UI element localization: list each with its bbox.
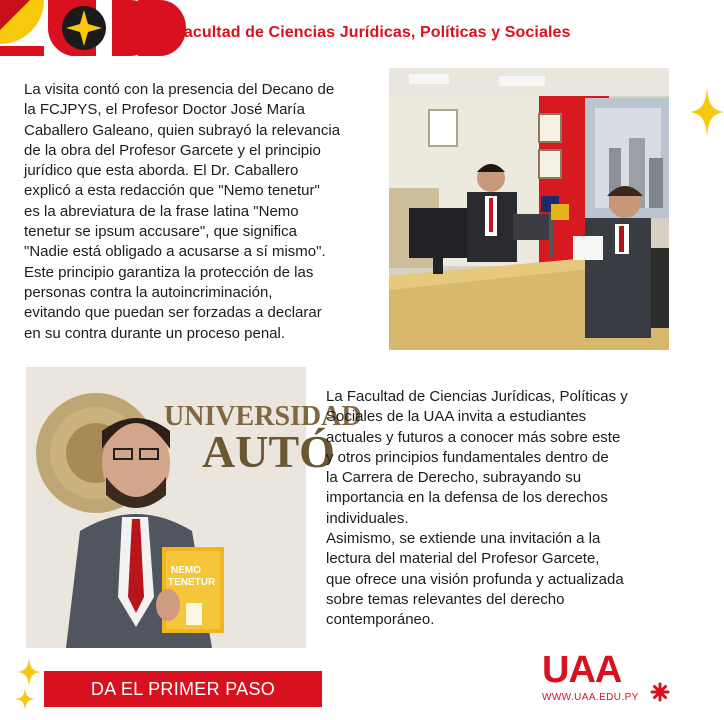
text-line: y otros principios fundamentales dentro de [326, 448, 609, 466]
cta-button[interactable]: DA EL PRIMER PASO [44, 671, 322, 707]
text-line: en su contra durante un proceso penal. [24, 324, 286, 342]
wall-letters-bottom: AUTÓ [202, 426, 335, 477]
sparkle-icon [690, 86, 724, 138]
faculty-title: Facultad de Ciencias Jurídicas, Políticas y Sociales [174, 24, 571, 41]
text-line: sobre temas relevantes del derecho [326, 590, 565, 608]
brand-url-link[interactable]: WWW.UAA.EDU.PY [542, 692, 639, 703]
office-meeting-photo [389, 68, 669, 350]
article-paragraph-2 [326, 387, 698, 631]
text-line: La visita contó con la presencia del Decano de [24, 81, 335, 98]
portrait-photo [26, 367, 362, 648]
book-title-2: TENETUR [168, 577, 216, 588]
text-line: Este principio garantiza la protección de las [24, 263, 314, 281]
text-line: "Nadie está obligado a acusarse a sí mismo". [24, 243, 326, 261]
text-line: la Carrera de Derecho, subrayando su [326, 469, 582, 487]
book-title-1: NEMO [171, 565, 201, 576]
text-line: individuales. [326, 509, 409, 527]
text-line: evitando que puedan ser forzadas a declarar [24, 304, 322, 322]
text-line: contemporáneo. [326, 611, 435, 629]
text-line: personas contra la autoincriminación, [24, 283, 273, 301]
text-line: la FCJPYS, el Profesor Doctor José María [24, 101, 305, 119]
text-line: Caballero Galeano, quien subrayó la relevancia [24, 121, 341, 139]
text-line: es la abreviatura de la frase latina "Nemo [24, 202, 299, 220]
text-line: La Facultad de Ciencias Jurídicas, Políticas y [326, 388, 628, 405]
text-line: lectura del material del Profesor Garcete, [326, 550, 600, 568]
header-logo [0, 0, 166, 56]
text-line: jurídico que esta aborda. El Dr. Caballero [24, 162, 299, 180]
text-line: de la obra del Profesor Garcete y el principio [24, 141, 321, 159]
article-paragraph-1 [24, 80, 382, 344]
sparkle-icon [15, 658, 43, 710]
text-line: explicó a esta redacción que "Nemo tenetur" [24, 182, 320, 200]
compass-star-icon [62, 6, 106, 50]
wall-letters-top: UNIVERSIDAD [164, 401, 362, 432]
text-line: que ofrece una visión profunda y actualizada [326, 570, 624, 588]
text-line: Sociales de la UAA invita a estudiantes [326, 408, 587, 426]
text-line: tenetur se ipsum accusare", que significa [24, 223, 297, 241]
asterisk-icon [650, 682, 670, 702]
text-line: importancia en la defensa de los derechos [326, 489, 608, 507]
brand-name: UAA [542, 649, 622, 691]
text-line: Asimismo, se extiende una invitación a la [326, 530, 601, 548]
text-line: actuales y futuros a conocer más sobre este [326, 428, 621, 446]
